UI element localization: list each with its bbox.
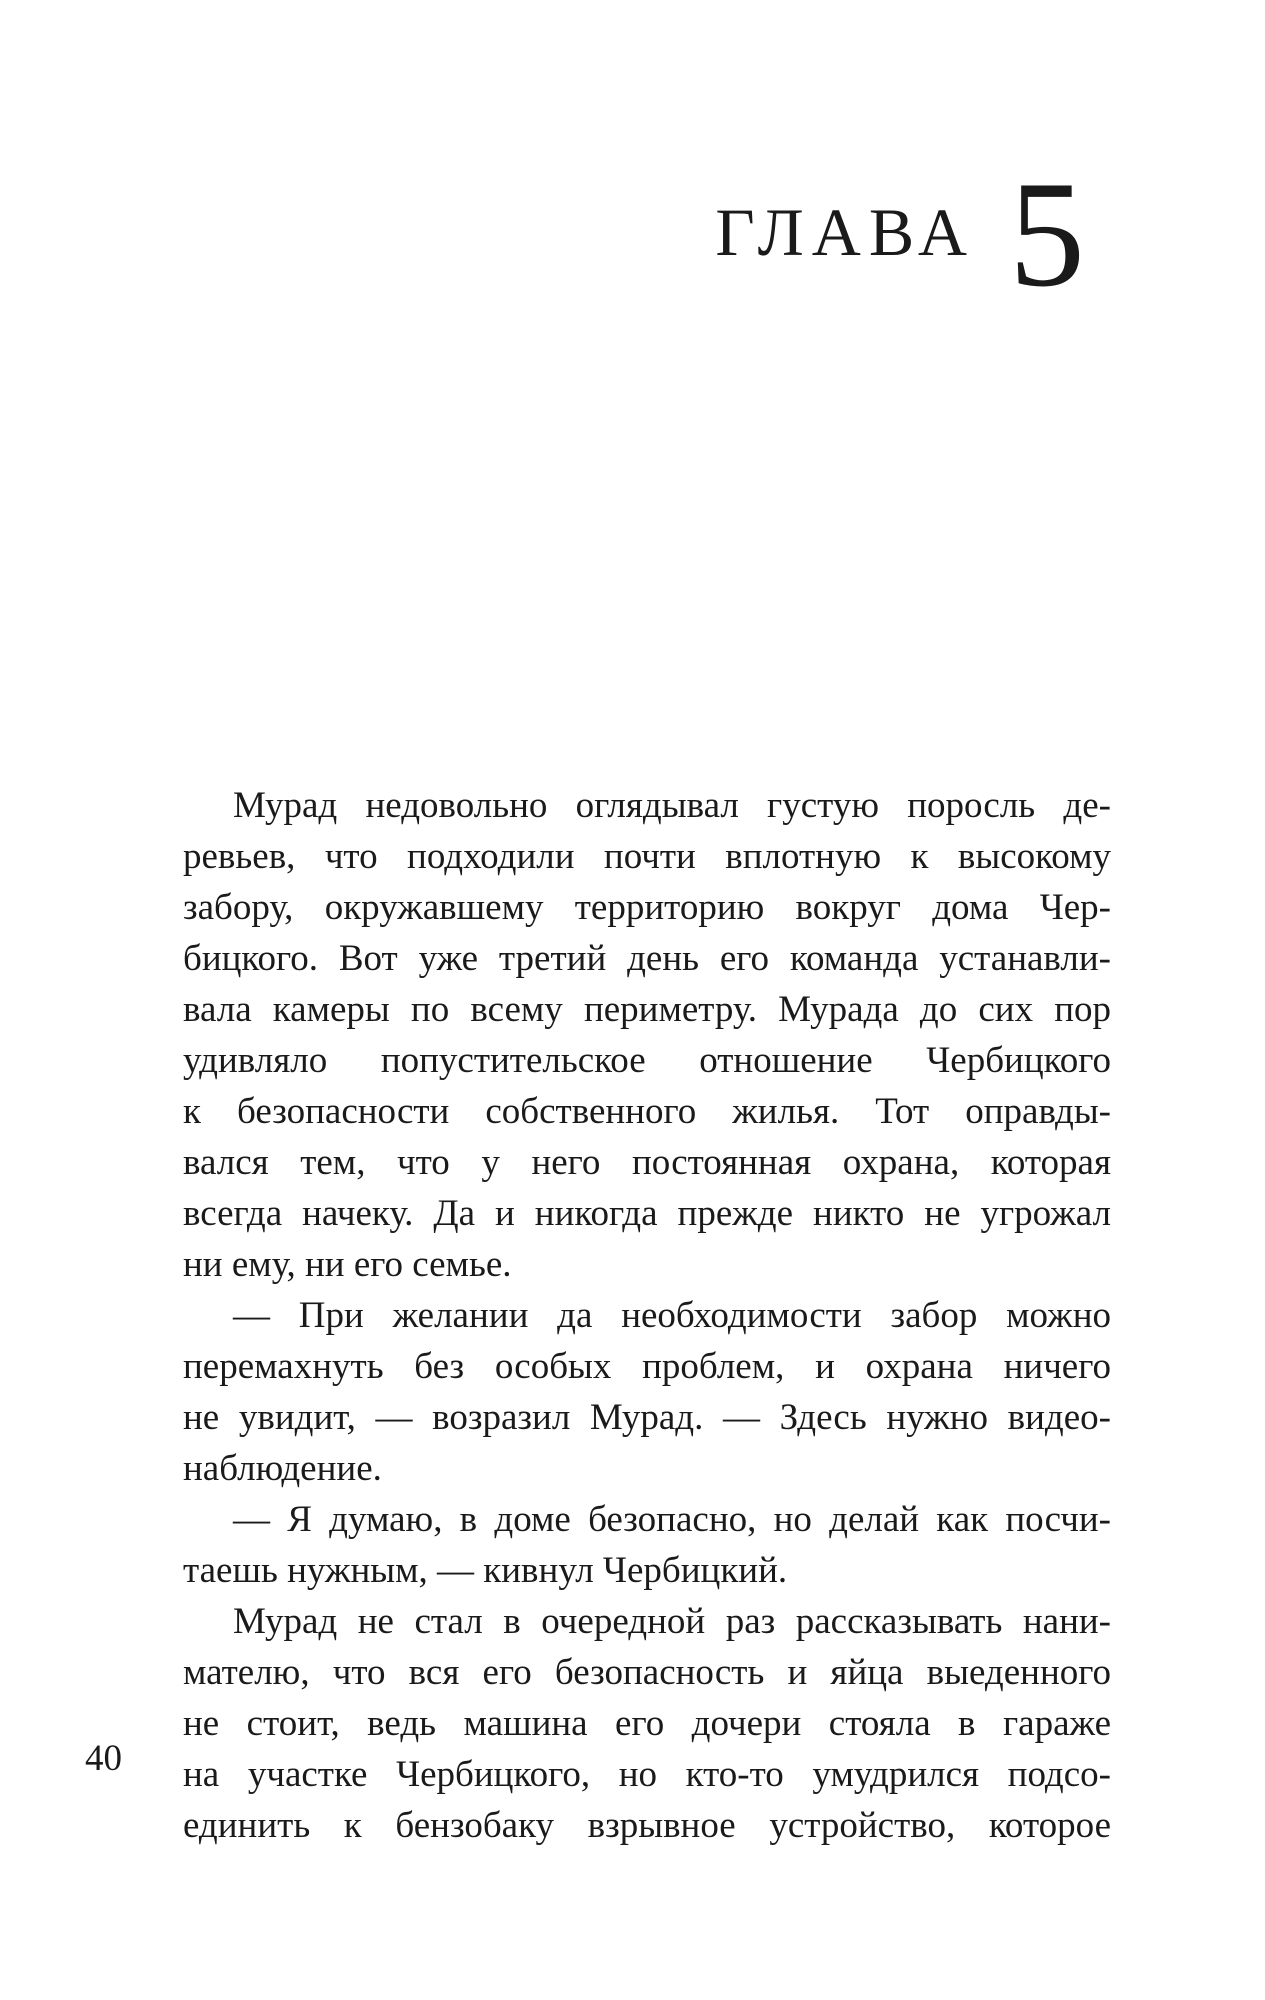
text-line: ни ему, ни его семье. <box>183 1244 512 1285</box>
chapter-heading <box>715 128 1085 318</box>
text-line: бицкого. Вот уже третий день его команда устанавли- <box>183 938 1111 979</box>
text-line: не увидит, — возразил Мурад. — Здесь нужно видео- <box>183 1397 1111 1438</box>
text-line: всегда начеку. Да и никогда прежде никто не угрожал <box>183 1193 1111 1234</box>
text-line: Мурад не стал в очередной раз рассказывать нани- <box>233 1601 1111 1642</box>
chapter-number: 5 <box>1009 150 1085 318</box>
text-line: не стоит, ведь машина его дочери стояла в гараже <box>183 1703 1111 1744</box>
text-line: ревьев, что подходили почти вплотную к высокому <box>183 836 1111 877</box>
text-line: удивляло попустительское отношение Чербицкого <box>183 1040 1111 1081</box>
text-line: — При желании да необходимости забор можно <box>233 1295 1111 1336</box>
text-line: единить к бензобаку взрывное устройство, которое <box>183 1805 1111 1846</box>
text-line: — Я думаю, в доме безопасно, но делай как посчи- <box>233 1499 1111 1540</box>
text-line: мателю, что вся его безопасность и яйца выеденного <box>183 1652 1111 1693</box>
chapter-title: ГЛАВА <box>715 194 975 270</box>
text-line: перемахнуть без особых проблем, и охрана ничего <box>183 1346 1111 1387</box>
text-line: на участке Чербицкого, но кто-то умудрился подсо- <box>183 1754 1111 1795</box>
body-text <box>183 780 1111 1851</box>
text-line: забору, окружавшему территорию вокруг дома Чер- <box>183 887 1111 928</box>
page-number: 40 <box>85 1738 122 1779</box>
text-line: к безопасности собственного жилья. Тот оправды- <box>183 1091 1111 1132</box>
text-line: наблюдение. <box>183 1448 382 1489</box>
text-line: вала камеры по всему периметру. Мурада до сих пор <box>183 989 1111 1030</box>
text-line: вался тем, что у него постоянная охрана, которая <box>183 1142 1111 1183</box>
text-line: Мурад недовольно оглядывал густую поросль де- <box>233 785 1111 826</box>
text-line: таешь нужным, — кивнул Чербицкий. <box>183 1550 788 1591</box>
